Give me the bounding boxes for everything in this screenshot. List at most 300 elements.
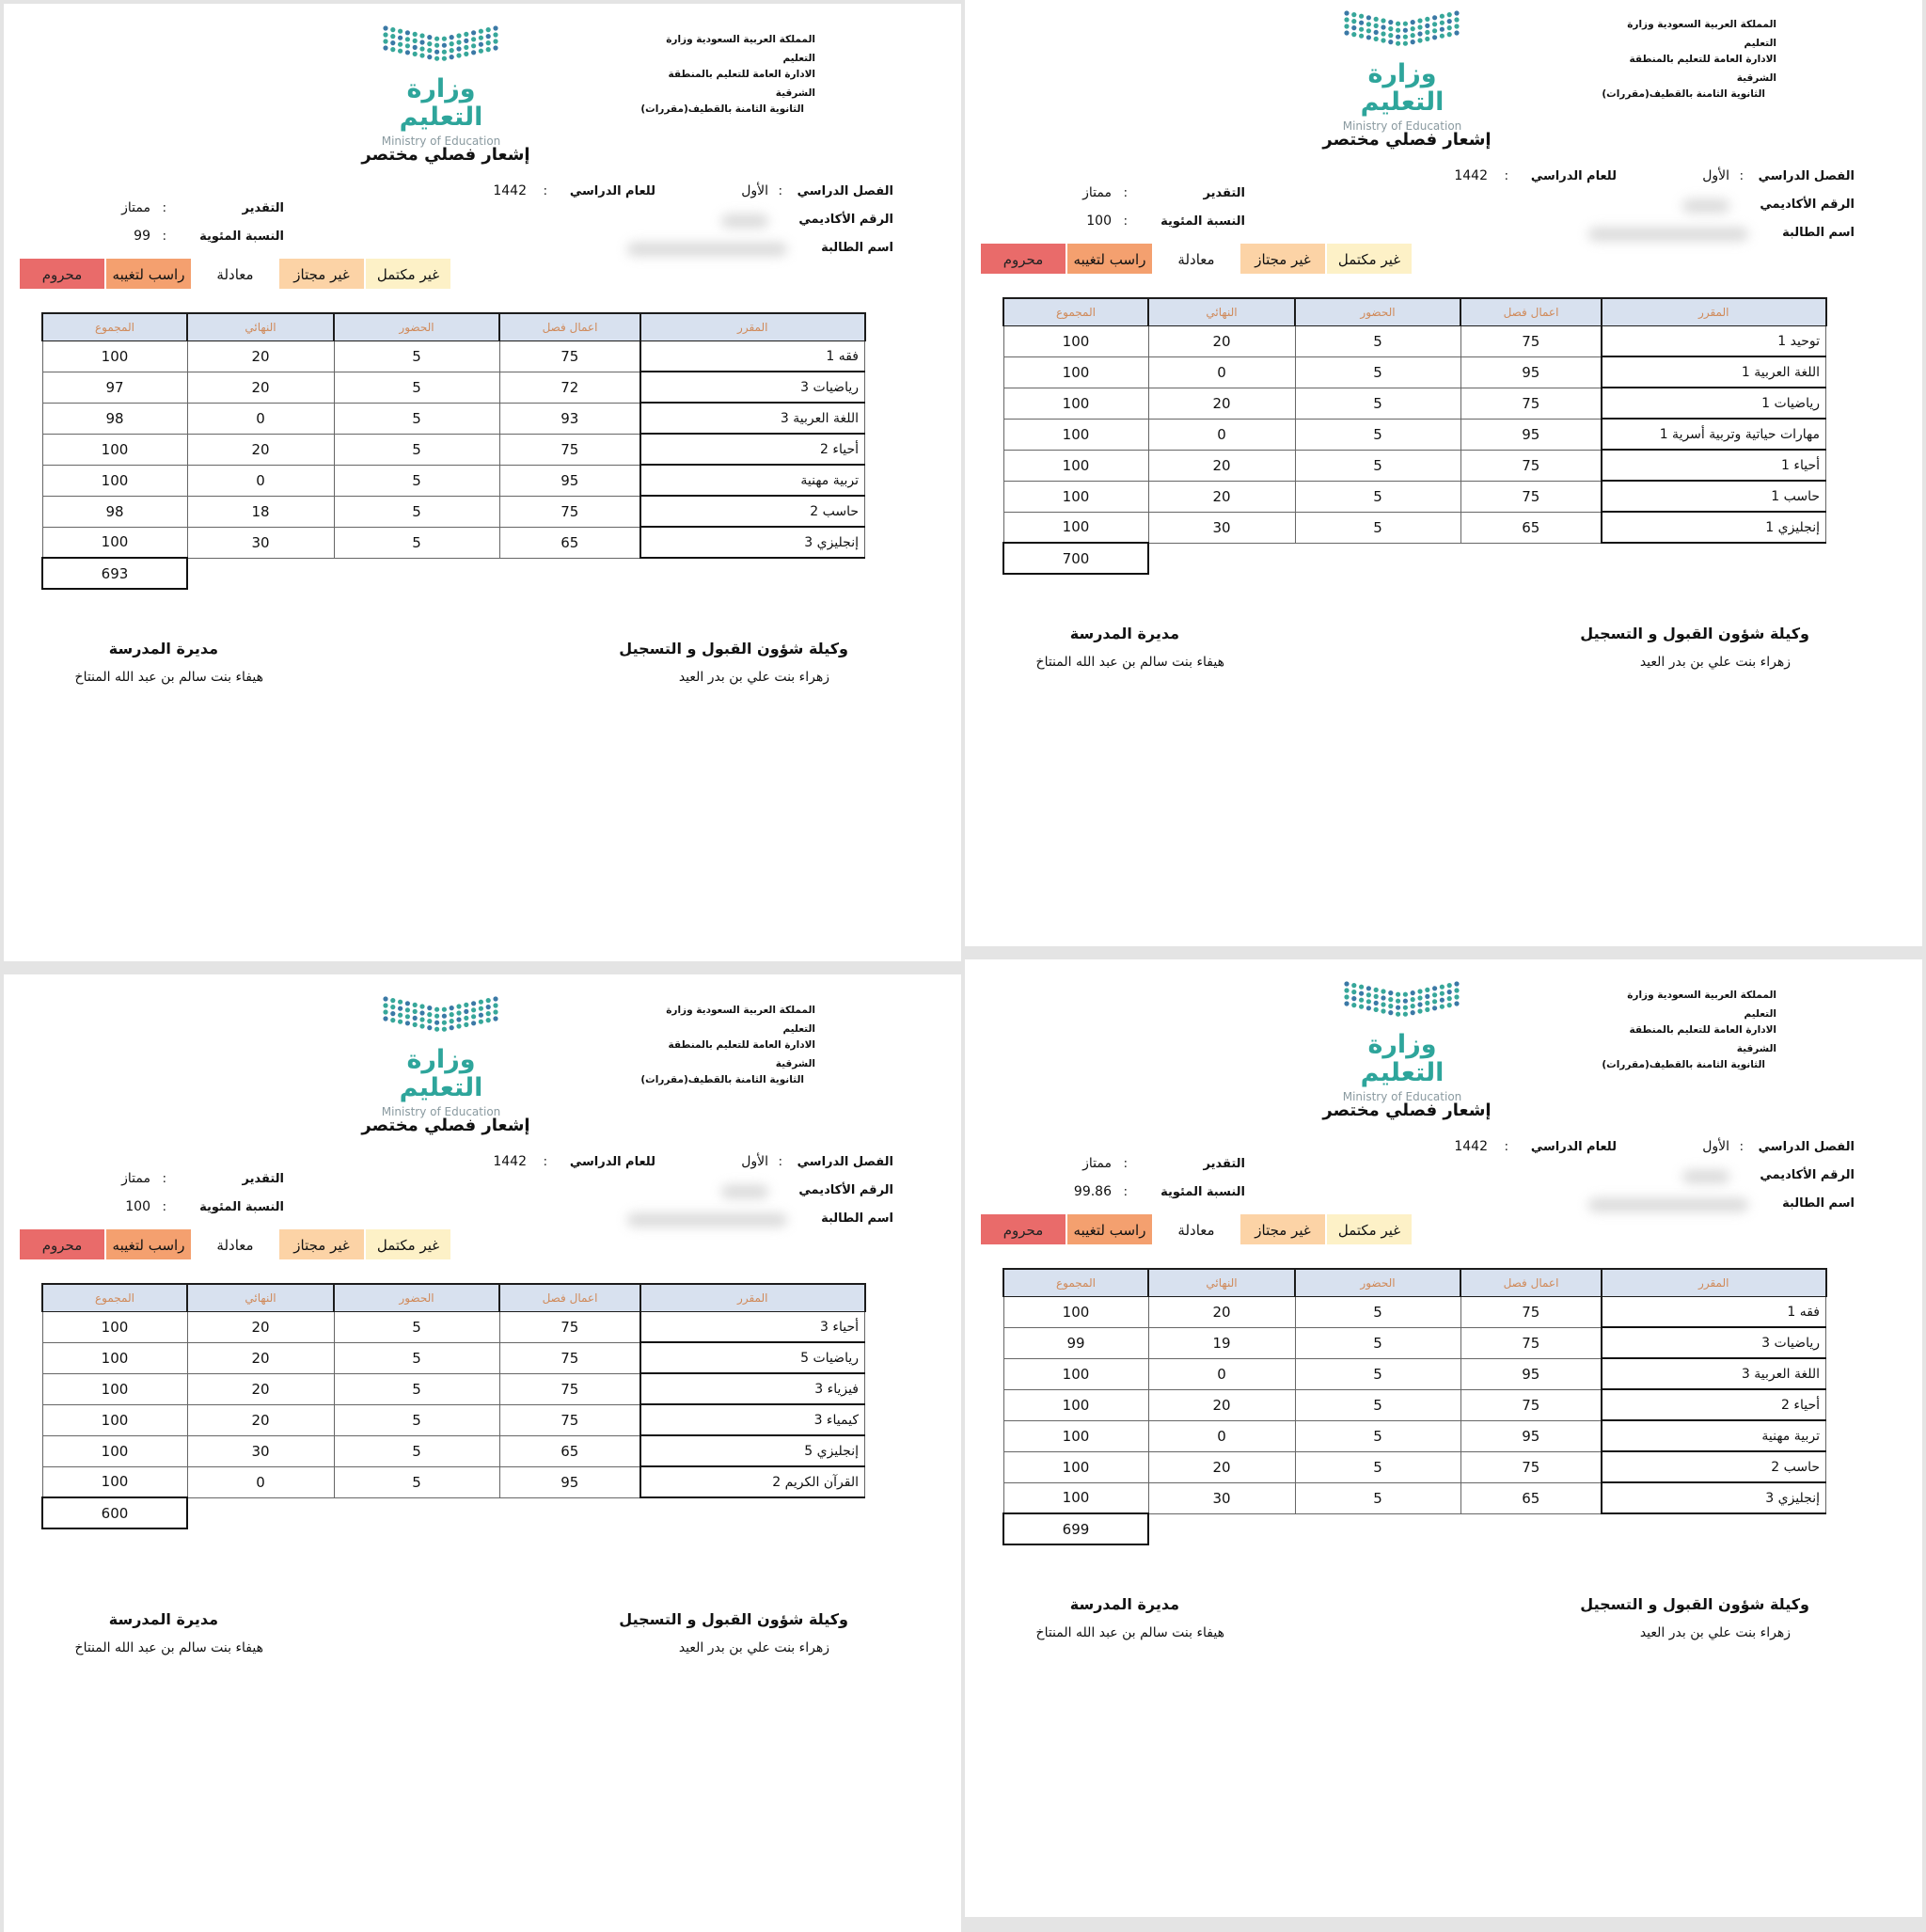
- attendance-score: 5: [1295, 326, 1460, 357]
- legend-failed-absence: راسب لتغيبه: [105, 1228, 192, 1260]
- course-name: حاسب 2: [640, 496, 865, 527]
- total-score: 100: [42, 1373, 187, 1404]
- logo-arabic-text: وزارة التعليم: [399, 1045, 483, 1102]
- attendance-score: 5: [334, 1312, 499, 1343]
- year-label: للعام الدراسي: [569, 184, 655, 198]
- attendance-score: 5: [1295, 419, 1460, 450]
- percentage-value: 99: [134, 229, 150, 244]
- semester-label: الفصل الدراسي: [797, 1155, 893, 1169]
- course-name: رياضيات 1: [1602, 388, 1826, 419]
- final-score: 20: [1148, 388, 1295, 419]
- coursework-score: 75: [1460, 1327, 1602, 1358]
- grade-value: ممتاز: [1082, 185, 1112, 200]
- attendance-score: 5: [1295, 1420, 1460, 1451]
- total-score: 100: [1003, 1420, 1148, 1451]
- legend-not-passed: غير مجتاز: [278, 1228, 365, 1260]
- table-row: [1003, 1358, 1826, 1389]
- final-score: 20: [187, 1342, 334, 1373]
- course-name: توحيد 1: [1602, 326, 1826, 357]
- colon: :: [1504, 169, 1508, 183]
- table-row: [1003, 419, 1826, 450]
- header-line: المملكة العربية السعودية وزارة التعليم: [1627, 19, 1776, 49]
- logo-english-text: Ministry of Education: [1342, 1090, 1462, 1103]
- legend-failed-absence: راسب لتغيبه: [1066, 243, 1153, 275]
- attendance-score: 5: [334, 1373, 499, 1404]
- student-name-label: اسم الطالبة: [821, 1211, 893, 1226]
- table-header-row: [1003, 298, 1826, 326]
- course-name: كيمياء 3: [640, 1404, 865, 1435]
- final-score: 20: [1148, 326, 1295, 357]
- page-title: إشعار فصلي مختصر: [361, 1116, 530, 1135]
- total-score: 100: [1003, 1297, 1148, 1328]
- table-row: [1003, 326, 1826, 357]
- grand-total: 600: [42, 1497, 187, 1528]
- column-header: الحضور: [1295, 298, 1460, 326]
- percentage-value: 100: [125, 1199, 150, 1214]
- coursework-score: 75: [499, 1404, 640, 1435]
- final-score: 0: [1148, 1420, 1295, 1451]
- grade-value: ممتاز: [121, 1171, 150, 1186]
- course-name: تربية مهنية: [640, 465, 865, 496]
- coursework-score: 95: [1460, 1420, 1602, 1451]
- logo-english-text: Ministry of Education: [381, 1105, 501, 1118]
- table-row: [1003, 1482, 1826, 1513]
- course-name: أحياء 2: [640, 434, 865, 465]
- academic-number-label: الرقم الأكاديمي: [1760, 1168, 1855, 1182]
- final-score: 20: [187, 434, 334, 465]
- percentage-value: 100: [1086, 214, 1112, 229]
- total-score: 100: [1003, 1482, 1148, 1513]
- table-row: [1003, 1327, 1826, 1358]
- attendance-score: 5: [334, 1435, 499, 1466]
- course-name: اللغة العربية 1: [1602, 356, 1826, 388]
- table-row: [1003, 1389, 1826, 1420]
- signature-title-principal: مديرة المدرسة: [1069, 625, 1179, 642]
- colon: :: [1739, 169, 1744, 183]
- final-score: 20: [187, 1312, 334, 1343]
- semester-value: الأول: [1702, 168, 1729, 183]
- attendance-score: 5: [334, 527, 499, 558]
- signature-title-principal: مديرة المدرسة: [108, 1610, 218, 1628]
- column-header: النهائي: [187, 1284, 334, 1312]
- grand-total: 693: [42, 558, 187, 589]
- column-header: اعمال فصل: [1460, 298, 1602, 326]
- colon: :: [778, 184, 782, 198]
- legend-equivalency: معادلة: [192, 258, 278, 290]
- signature-name-registrar: زهراء بنت علي بن بدر العيد: [678, 670, 829, 685]
- total-score: 100: [42, 465, 187, 496]
- final-score: 20: [1148, 481, 1295, 512]
- header-line: الادارة العامة للتعليم بالمنطقة الشرقية: [1629, 54, 1776, 84]
- coursework-score: 72: [499, 372, 640, 403]
- ministry-logo: [1336, 8, 1468, 133]
- final-score: 20: [1148, 450, 1295, 481]
- grade-label: التقدير: [242, 1172, 284, 1186]
- logo-arabic-text: وزارة التعليم: [1360, 59, 1444, 117]
- header-line: الادارة العامة للتعليم بالمنطقة الشرقية: [1629, 1024, 1776, 1054]
- signature-title-registrar: وكيلة شؤون القبول و التسجيل: [1580, 625, 1809, 642]
- attendance-score: 5: [334, 1404, 499, 1435]
- total-score: 100: [42, 1404, 187, 1435]
- year-value: 1442: [493, 183, 527, 198]
- colon: :: [1123, 1157, 1128, 1171]
- table-row: [42, 1435, 865, 1466]
- school-header: [1598, 986, 1776, 1090]
- attendance-score: 5: [1295, 388, 1460, 419]
- course-name: حاسب 1: [1602, 481, 1826, 512]
- attendance-score: 5: [334, 372, 499, 403]
- table-row: [42, 434, 865, 465]
- column-header: المجموع: [42, 313, 187, 341]
- legend-not-passed: غير مجتاز: [1239, 243, 1326, 275]
- status-legend: [19, 1228, 451, 1260]
- student-name-label: اسم الطالبة: [1782, 226, 1855, 240]
- logo-arabic-text: وزارة التعليم: [399, 74, 483, 132]
- signature-name-registrar: زهراء بنت علي بن بدر العيد: [678, 1640, 829, 1655]
- header-line: الثانوية الثامنة بالقطيف(مقررات): [640, 1074, 804, 1085]
- grades-table: [1002, 1268, 1827, 1545]
- course-name: فيزياء 3: [640, 1373, 865, 1404]
- course-name: تربية مهنية: [1602, 1420, 1826, 1451]
- column-header: المجموع: [1003, 298, 1148, 326]
- page-title: إشعار فصلي مختصر: [1322, 1101, 1492, 1120]
- signature-title-principal: مديرة المدرسة: [108, 640, 218, 657]
- coursework-score: 75: [1460, 326, 1602, 357]
- legend-not-passed: غير مجتاز: [1239, 1213, 1326, 1245]
- coursework-score: 75: [499, 341, 640, 372]
- table-row: [1003, 1451, 1826, 1482]
- final-score: 20: [1148, 1451, 1295, 1482]
- attendance-score: 5: [1295, 1327, 1460, 1358]
- coursework-score: 65: [499, 1435, 640, 1466]
- ministry-logo: [375, 23, 507, 148]
- table-row: [42, 403, 865, 434]
- table-header-row: [1003, 1269, 1826, 1297]
- header-line: المملكة العربية السعودية وزارة التعليم: [666, 34, 815, 64]
- course-name: رياضيات 3: [1602, 1327, 1826, 1358]
- attendance-score: 5: [1295, 1297, 1460, 1328]
- student-name-label: اسم الطالبة: [1782, 1196, 1855, 1211]
- column-header: الحضور: [334, 313, 499, 341]
- total-score: 100: [1003, 326, 1148, 357]
- academic-number-label: الرقم الأكاديمي: [798, 1183, 893, 1197]
- header-line: الادارة العامة للتعليم بالمنطقة الشرقية: [668, 69, 815, 99]
- status-legend: [19, 258, 451, 290]
- colon: :: [543, 184, 547, 198]
- table-row: [42, 1466, 865, 1497]
- coursework-score: 95: [1460, 419, 1602, 450]
- column-header: اعمال فصل: [499, 313, 640, 341]
- total-row: [1003, 1513, 1826, 1544]
- academic-number-redacted: [721, 1185, 768, 1198]
- final-score: 20: [187, 372, 334, 403]
- final-score: 0: [1148, 419, 1295, 450]
- status-legend: [980, 243, 1413, 275]
- percentage-label: النسبة المئوية: [1160, 214, 1245, 229]
- attendance-score: 5: [1295, 450, 1460, 481]
- course-name: إنجليزي 5: [640, 1435, 865, 1466]
- status-legend: [980, 1213, 1413, 1245]
- course-name: أحياء 2: [1602, 1389, 1826, 1420]
- signature-title-registrar: وكيلة شؤون القبول و التسجيل: [619, 640, 848, 657]
- coursework-score: 75: [1460, 1451, 1602, 1482]
- header-line: الثانوية الثامنة بالقطيف(مقررات): [1602, 1059, 1765, 1070]
- semester-value: الأول: [741, 1154, 768, 1169]
- grades-table: [1002, 297, 1827, 575]
- column-header: المقرر: [1602, 298, 1826, 326]
- colon: :: [1123, 186, 1128, 200]
- course-name: إنجليزي 3: [640, 527, 865, 558]
- coursework-score: 95: [499, 465, 640, 496]
- legend-failed-absence: راسب لتغيبه: [1066, 1213, 1153, 1245]
- attendance-score: 5: [334, 465, 499, 496]
- total-score: 100: [42, 341, 187, 372]
- coursework-score: 75: [1460, 1389, 1602, 1420]
- total-score: 97: [42, 372, 187, 403]
- course-name: اللغة العربية 3: [1602, 1358, 1826, 1389]
- ministry-logo-icon: [1341, 978, 1463, 1027]
- coursework-score: 75: [1460, 388, 1602, 419]
- attendance-score: 5: [1295, 1451, 1460, 1482]
- ministry-logo-icon: [380, 23, 502, 71]
- total-score: 98: [42, 496, 187, 527]
- column-header: الحضور: [1295, 1269, 1460, 1297]
- final-score: 19: [1148, 1327, 1295, 1358]
- final-score: 0: [1148, 1358, 1295, 1389]
- semester-label: الفصل الدراسي: [797, 184, 893, 198]
- signature-name-principal: هيفاء بنت سالم بن عبد الله المنتاخ: [1035, 655, 1224, 670]
- report-card: [4, 4, 961, 961]
- academic-number-redacted: [721, 214, 768, 228]
- legend-equivalency: معادلة: [1153, 243, 1239, 275]
- table-row: [1003, 388, 1826, 419]
- colon: :: [778, 1155, 782, 1169]
- total-row: [1003, 543, 1826, 574]
- final-score: 0: [1148, 356, 1295, 388]
- signature-name-principal: هيفاء بنت سالم بن عبد الله المنتاخ: [74, 1640, 263, 1655]
- total-row: [42, 1497, 865, 1528]
- colon: :: [543, 1155, 547, 1169]
- grade-value: ممتاز: [1082, 1156, 1112, 1171]
- attendance-score: 5: [334, 1342, 499, 1373]
- academic-number-redacted: [1682, 1170, 1729, 1183]
- academic-number-label: الرقم الأكاديمي: [1760, 198, 1855, 212]
- student-name-redacted: [627, 243, 787, 256]
- signature-name-principal: هيفاء بنت سالم بن عبد الله المنتاخ: [1035, 1625, 1224, 1640]
- logo-english-text: Ministry of Education: [381, 135, 501, 148]
- total-score: 100: [1003, 356, 1148, 388]
- course-name: أحياء 3: [640, 1312, 865, 1343]
- year-label: للعام الدراسي: [569, 1155, 655, 1169]
- colon: :: [1739, 1140, 1744, 1154]
- header-line: المملكة العربية السعودية وزارة التعليم: [666, 1005, 815, 1035]
- colon: :: [162, 1172, 166, 1186]
- column-header: المجموع: [42, 1284, 187, 1312]
- table-row: [1003, 1420, 1826, 1451]
- grade-label: التقدير: [242, 201, 284, 215]
- total-score: 100: [42, 1435, 187, 1466]
- total-score: 100: [42, 434, 187, 465]
- column-header: النهائي: [1148, 1269, 1295, 1297]
- table-header-row: [42, 1284, 865, 1312]
- coursework-score: 75: [1460, 1297, 1602, 1328]
- total-score: 100: [1003, 1451, 1148, 1482]
- attendance-score: 5: [1295, 356, 1460, 388]
- legend-equivalency: معادلة: [1153, 1213, 1239, 1245]
- coursework-score: 75: [499, 1373, 640, 1404]
- coursework-score: 95: [1460, 1358, 1602, 1389]
- semester-value: الأول: [741, 183, 768, 198]
- final-score: 20: [1148, 1389, 1295, 1420]
- total-score: 100: [1003, 450, 1148, 481]
- total-score: 100: [1003, 512, 1148, 543]
- table-row: [42, 1373, 865, 1404]
- student-name-redacted: [1588, 228, 1748, 241]
- academic-number-label: الرقم الأكاديمي: [798, 213, 893, 227]
- column-header: النهائي: [1148, 298, 1295, 326]
- column-header: اعمال فصل: [499, 1284, 640, 1312]
- attendance-score: 5: [1295, 481, 1460, 512]
- coursework-score: 95: [1460, 356, 1602, 388]
- attendance-score: 5: [1295, 1482, 1460, 1513]
- total-score: 100: [1003, 1358, 1148, 1389]
- table-row: [1003, 450, 1826, 481]
- table-row: [1003, 512, 1826, 543]
- legend-deprived: محروم: [19, 1228, 105, 1260]
- total-score: 100: [42, 1466, 187, 1497]
- attendance-score: 5: [1295, 512, 1460, 543]
- colon: :: [162, 1200, 166, 1214]
- table-header-row: [42, 313, 865, 341]
- grand-total: 699: [1003, 1513, 1148, 1544]
- report-card: [965, 0, 1922, 946]
- legend-incomplete: غير مكتمل: [365, 258, 451, 290]
- grades-table: [41, 1283, 866, 1529]
- coursework-score: 75: [1460, 481, 1602, 512]
- coursework-score: 93: [499, 403, 640, 434]
- legend-deprived: محروم: [980, 243, 1066, 275]
- total-score: 100: [42, 1312, 187, 1343]
- total-score: 99: [1003, 1327, 1148, 1358]
- header-line: الادارة العامة للتعليم بالمنطقة الشرقية: [668, 1039, 815, 1069]
- legend-incomplete: غير مكتمل: [1326, 1213, 1413, 1245]
- table-row: [42, 527, 865, 558]
- page-title: إشعار فصلي مختصر: [1322, 130, 1492, 150]
- course-name: مهارات حياتية وتربية أسرية 1: [1602, 419, 1826, 450]
- legend-failed-absence: راسب لتغيبه: [105, 258, 192, 290]
- signature-name-principal: هيفاء بنت سالم بن عبد الله المنتاخ: [74, 670, 263, 685]
- total-score: 100: [1003, 419, 1148, 450]
- legend-deprived: محروم: [19, 258, 105, 290]
- table-row: [42, 1312, 865, 1343]
- coursework-score: 95: [499, 1466, 640, 1497]
- coursework-score: 65: [499, 527, 640, 558]
- semester-value: الأول: [1702, 1139, 1729, 1154]
- grades-table: [41, 312, 866, 590]
- total-row: [42, 558, 865, 589]
- table-row: [42, 341, 865, 372]
- final-score: 20: [1148, 1297, 1295, 1328]
- final-score: 0: [187, 403, 334, 434]
- column-header: المجموع: [1003, 1269, 1148, 1297]
- logo-arabic-text: وزارة التعليم: [1360, 1030, 1444, 1087]
- table-row: [42, 1404, 865, 1435]
- course-name: أحياء 1: [1602, 450, 1826, 481]
- coursework-score: 75: [499, 1342, 640, 1373]
- report-card: [4, 974, 961, 1932]
- final-score: 30: [1148, 1482, 1295, 1513]
- colon: :: [162, 230, 166, 244]
- year-value: 1442: [493, 1154, 527, 1169]
- logo-english-text: Ministry of Education: [1342, 119, 1462, 133]
- course-name: رياضيات 5: [640, 1342, 865, 1373]
- column-header: المقرر: [1602, 1269, 1826, 1297]
- table-row: [1003, 481, 1826, 512]
- course-name: رياضيات 3: [640, 372, 865, 403]
- year-label: للعام الدراسي: [1530, 169, 1617, 183]
- colon: :: [162, 201, 166, 215]
- course-name: إنجليزي 1: [1602, 512, 1826, 543]
- final-score: 18: [187, 496, 334, 527]
- colon: :: [1123, 214, 1128, 229]
- school-header: [637, 30, 815, 135]
- table-row: [42, 465, 865, 496]
- semester-label: الفصل الدراسي: [1758, 1140, 1855, 1154]
- total-score: 100: [1003, 388, 1148, 419]
- signature-title-registrar: وكيلة شؤون القبول و التسجيل: [619, 1610, 848, 1628]
- header-line: المملكة العربية السعودية وزارة التعليم: [1627, 990, 1776, 1020]
- course-name: اللغة العربية 3: [640, 403, 865, 434]
- table-row: [42, 1342, 865, 1373]
- attendance-score: 5: [1295, 1358, 1460, 1389]
- attendance-score: 5: [334, 434, 499, 465]
- grade-label: التقدير: [1203, 186, 1245, 200]
- coursework-score: 65: [1460, 512, 1602, 543]
- total-score: 100: [1003, 1389, 1148, 1420]
- table-row: [1003, 1297, 1826, 1328]
- final-score: 30: [187, 1435, 334, 1466]
- percentage-label: النسبة المئوية: [199, 1200, 284, 1214]
- total-score: 100: [1003, 481, 1148, 512]
- student-name-redacted: [627, 1213, 787, 1227]
- course-name: فقه 1: [640, 341, 865, 372]
- attendance-score: 5: [334, 496, 499, 527]
- legend-incomplete: غير مكتمل: [1326, 243, 1413, 275]
- colon: :: [1504, 1140, 1508, 1154]
- column-header: اعمال فصل: [1460, 1269, 1602, 1297]
- final-score: 0: [187, 465, 334, 496]
- ministry-logo-icon: [380, 993, 502, 1042]
- final-score: 20: [187, 1373, 334, 1404]
- column-header: المقرر: [640, 313, 865, 341]
- year-label: للعام الدراسي: [1530, 1140, 1617, 1154]
- header-line: الثانوية الثامنة بالقطيف(مقررات): [640, 103, 804, 115]
- signature-name-registrar: زهراء بنت علي بن بدر العيد: [1639, 1625, 1791, 1640]
- academic-number-redacted: [1682, 199, 1729, 213]
- column-header: المقرر: [640, 1284, 865, 1312]
- attendance-score: 5: [334, 1466, 499, 1497]
- ministry-logo: [375, 993, 507, 1118]
- semester-label: الفصل الدراسي: [1758, 169, 1855, 183]
- grade-value: ممتاز: [121, 200, 150, 215]
- percentage-label: النسبة المئوية: [199, 230, 284, 244]
- grade-label: التقدير: [1203, 1157, 1245, 1171]
- coursework-score: 75: [499, 434, 640, 465]
- student-name-redacted: [1588, 1198, 1748, 1211]
- table-row: [42, 372, 865, 403]
- total-score: 100: [42, 527, 187, 558]
- final-score: 0: [187, 1466, 334, 1497]
